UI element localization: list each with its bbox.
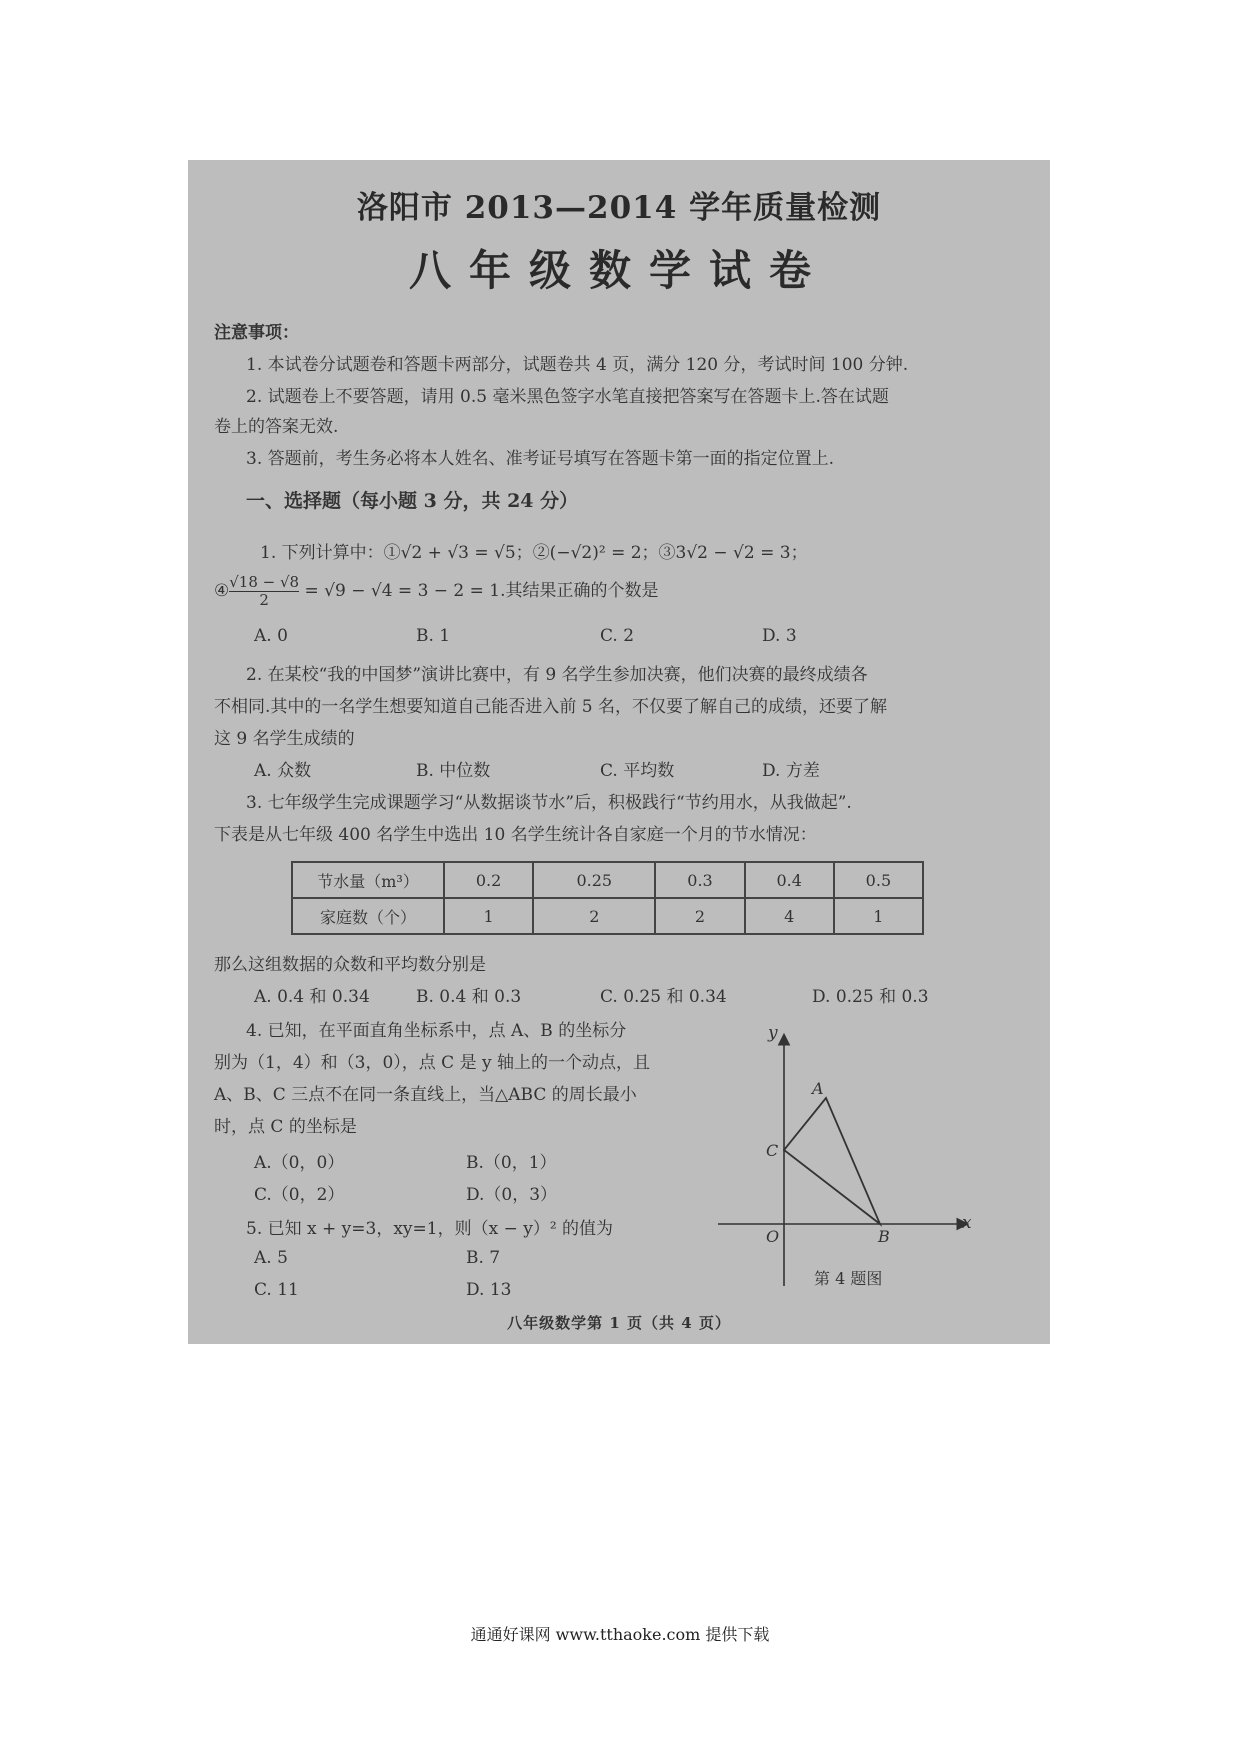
- q1-fraction: [229, 574, 299, 609]
- q4-line-4: 时，点 C 的坐标是: [214, 1117, 357, 1137]
- x-axis-label: x: [962, 1213, 972, 1233]
- table-cell: 0.5: [834, 862, 923, 898]
- q4-coordinate-figure: [718, 1010, 1048, 1320]
- q2-line-1: 2. 在某校“我的中国梦”演讲比赛中，有 9 名学生参加决赛，他们决赛的最终成绩各: [246, 665, 868, 685]
- table-cell: 4: [745, 898, 834, 934]
- table-cell: 2: [533, 898, 655, 934]
- q3-option-c: C. 0.25 和 0.34: [600, 987, 727, 1007]
- water-saving-table: [291, 861, 924, 935]
- table-cell: 1: [834, 898, 923, 934]
- q4-option-d: D.（0，3）: [466, 1185, 558, 1205]
- exam-subtitle: 八年级数学试卷: [408, 246, 829, 295]
- notice-item-1: 1. 本试卷分试题卷和答题卡两部分，试题卷共 4 页，满分 120 分，考试时间 100 分钟.: [246, 355, 909, 375]
- q5-option-a: A. 5: [254, 1248, 288, 1268]
- q1-expr-2: ②(−√2)² = 2；: [532, 543, 659, 563]
- q2-option-d: D. 方差: [762, 761, 820, 781]
- q4-option-b: B.（0，1）: [466, 1153, 557, 1173]
- q1-expr-4-rest: = √9 − √4 = 3 − 2 = 1.其结果正确的个数是: [304, 581, 659, 601]
- page-footer: 八年级数学第 1 页（共 4 页）: [507, 1314, 731, 1332]
- q4-option-a: A.（0，0）: [254, 1153, 345, 1173]
- notice-item-2: 2. 试题卷上不要答题，请用 0.5 毫米黑色签字水笔直接把答案写在答题卡上.答在试题: [246, 387, 889, 407]
- table-header-cell: 家庭数（个）: [292, 898, 444, 934]
- figure-caption: 第 4 题图: [814, 1269, 883, 1288]
- q1-expr-4-prefix: ④: [214, 581, 230, 601]
- q1-option-b: B. 1: [416, 626, 451, 646]
- q1-option-c: C. 2: [600, 626, 635, 646]
- q1-expr-1: ①√2 + √3 = √5；: [383, 543, 533, 563]
- table-row: [292, 862, 923, 898]
- point-c-label: C: [766, 1141, 779, 1160]
- origin-label: O: [766, 1227, 780, 1246]
- point-b-label: B: [878, 1227, 890, 1246]
- table-cell: 0.4: [745, 862, 834, 898]
- download-credit: 通通好课网 www.tthaoke.com 提供下载: [470, 1625, 770, 1644]
- q2-line-3: 这 9 名学生成绩的: [214, 729, 355, 749]
- table-cell: 0.3: [655, 862, 744, 898]
- q2-option-c: C. 平均数: [600, 761, 675, 781]
- q5-line: 5. 已知 x + y=3，xy=1，则（x − y）² 的值为: [246, 1219, 614, 1239]
- q3-option-b: B. 0.4 和 0.3: [416, 987, 522, 1007]
- table-cell: 2: [655, 898, 744, 934]
- table-header-cell: 节水量（m³）: [292, 862, 444, 898]
- section-heading: 一、选择题（每小题 3 分，共 24 分）: [246, 490, 579, 512]
- notice-item-3: 3. 答题前，考生务必将本人姓名、准考证号填写在答题卡第一面的指定位置上.: [246, 449, 835, 469]
- q1-fraction-denominator: 2: [259, 591, 269, 609]
- notice-heading: 注意事项：: [214, 323, 299, 343]
- exam-paper-photo: [188, 160, 1050, 1344]
- q1-line-1: [260, 538, 808, 563]
- q3-option-a: A. 0.4 和 0.34: [254, 987, 370, 1007]
- q1-line-2: [214, 574, 659, 609]
- notice-item-2-cont: 卷上的答案无效.: [214, 417, 339, 437]
- exam-title: 洛阳市 2013—2014 学年质量检测: [356, 190, 882, 226]
- table-row: [292, 898, 923, 934]
- q3-line-2: 下表是从七年级 400 名学生中选出 10 名学生统计各自家庭一个月的节水情况：: [214, 825, 817, 845]
- q2-line-2: 不相同.其中的一名学生想要知道自己能否进入前 5 名，不仅要了解自己的成绩，还要了解: [214, 697, 888, 717]
- y-axis-label: y: [768, 1023, 778, 1043]
- q1-option-a: A. 0: [254, 626, 288, 646]
- q5-option-d: D. 13: [466, 1280, 512, 1300]
- q4-line-3: A、B、C 三点不在同一条直线上，当△ABC 的周长最小: [214, 1085, 637, 1105]
- q1-expr-3: ③3√2 − √2 = 3；: [658, 543, 808, 563]
- q1-option-d: D. 3: [762, 626, 797, 646]
- q1-fraction-numerator: √18 − √8: [229, 573, 300, 591]
- triangle-abc: [784, 1098, 880, 1224]
- q2-option-b: B. 中位数: [416, 761, 491, 781]
- table-cell: 0.25: [533, 862, 655, 898]
- table-cell: 0.2: [444, 862, 533, 898]
- q3-after-table: 那么这组数据的众数和平均数分别是: [214, 955, 486, 975]
- q4-line-1: 4. 已知，在平面直角坐标系中，点 A、B 的坐标分: [246, 1021, 627, 1041]
- q3-option-d: D. 0.25 和 0.3: [812, 987, 929, 1007]
- q4-option-c: C.（0，2）: [254, 1185, 345, 1205]
- q5-option-b: B. 7: [466, 1248, 501, 1268]
- q3-line-1: 3. 七年级学生完成课题学习“从数据谈节水”后，积极践行“节约用水，从我做起”.: [246, 793, 852, 813]
- q2-option-a: A. 众数: [254, 761, 312, 781]
- q4-line-2: 别为（1，4）和（3，0），点 C 是 y 轴上的一个动点，且: [214, 1053, 650, 1073]
- point-a-label: A: [812, 1079, 824, 1098]
- table-cell: 1: [444, 898, 533, 934]
- q5-option-c: C. 11: [254, 1280, 299, 1300]
- q1-lead: 1. 下列计算中：: [260, 543, 384, 563]
